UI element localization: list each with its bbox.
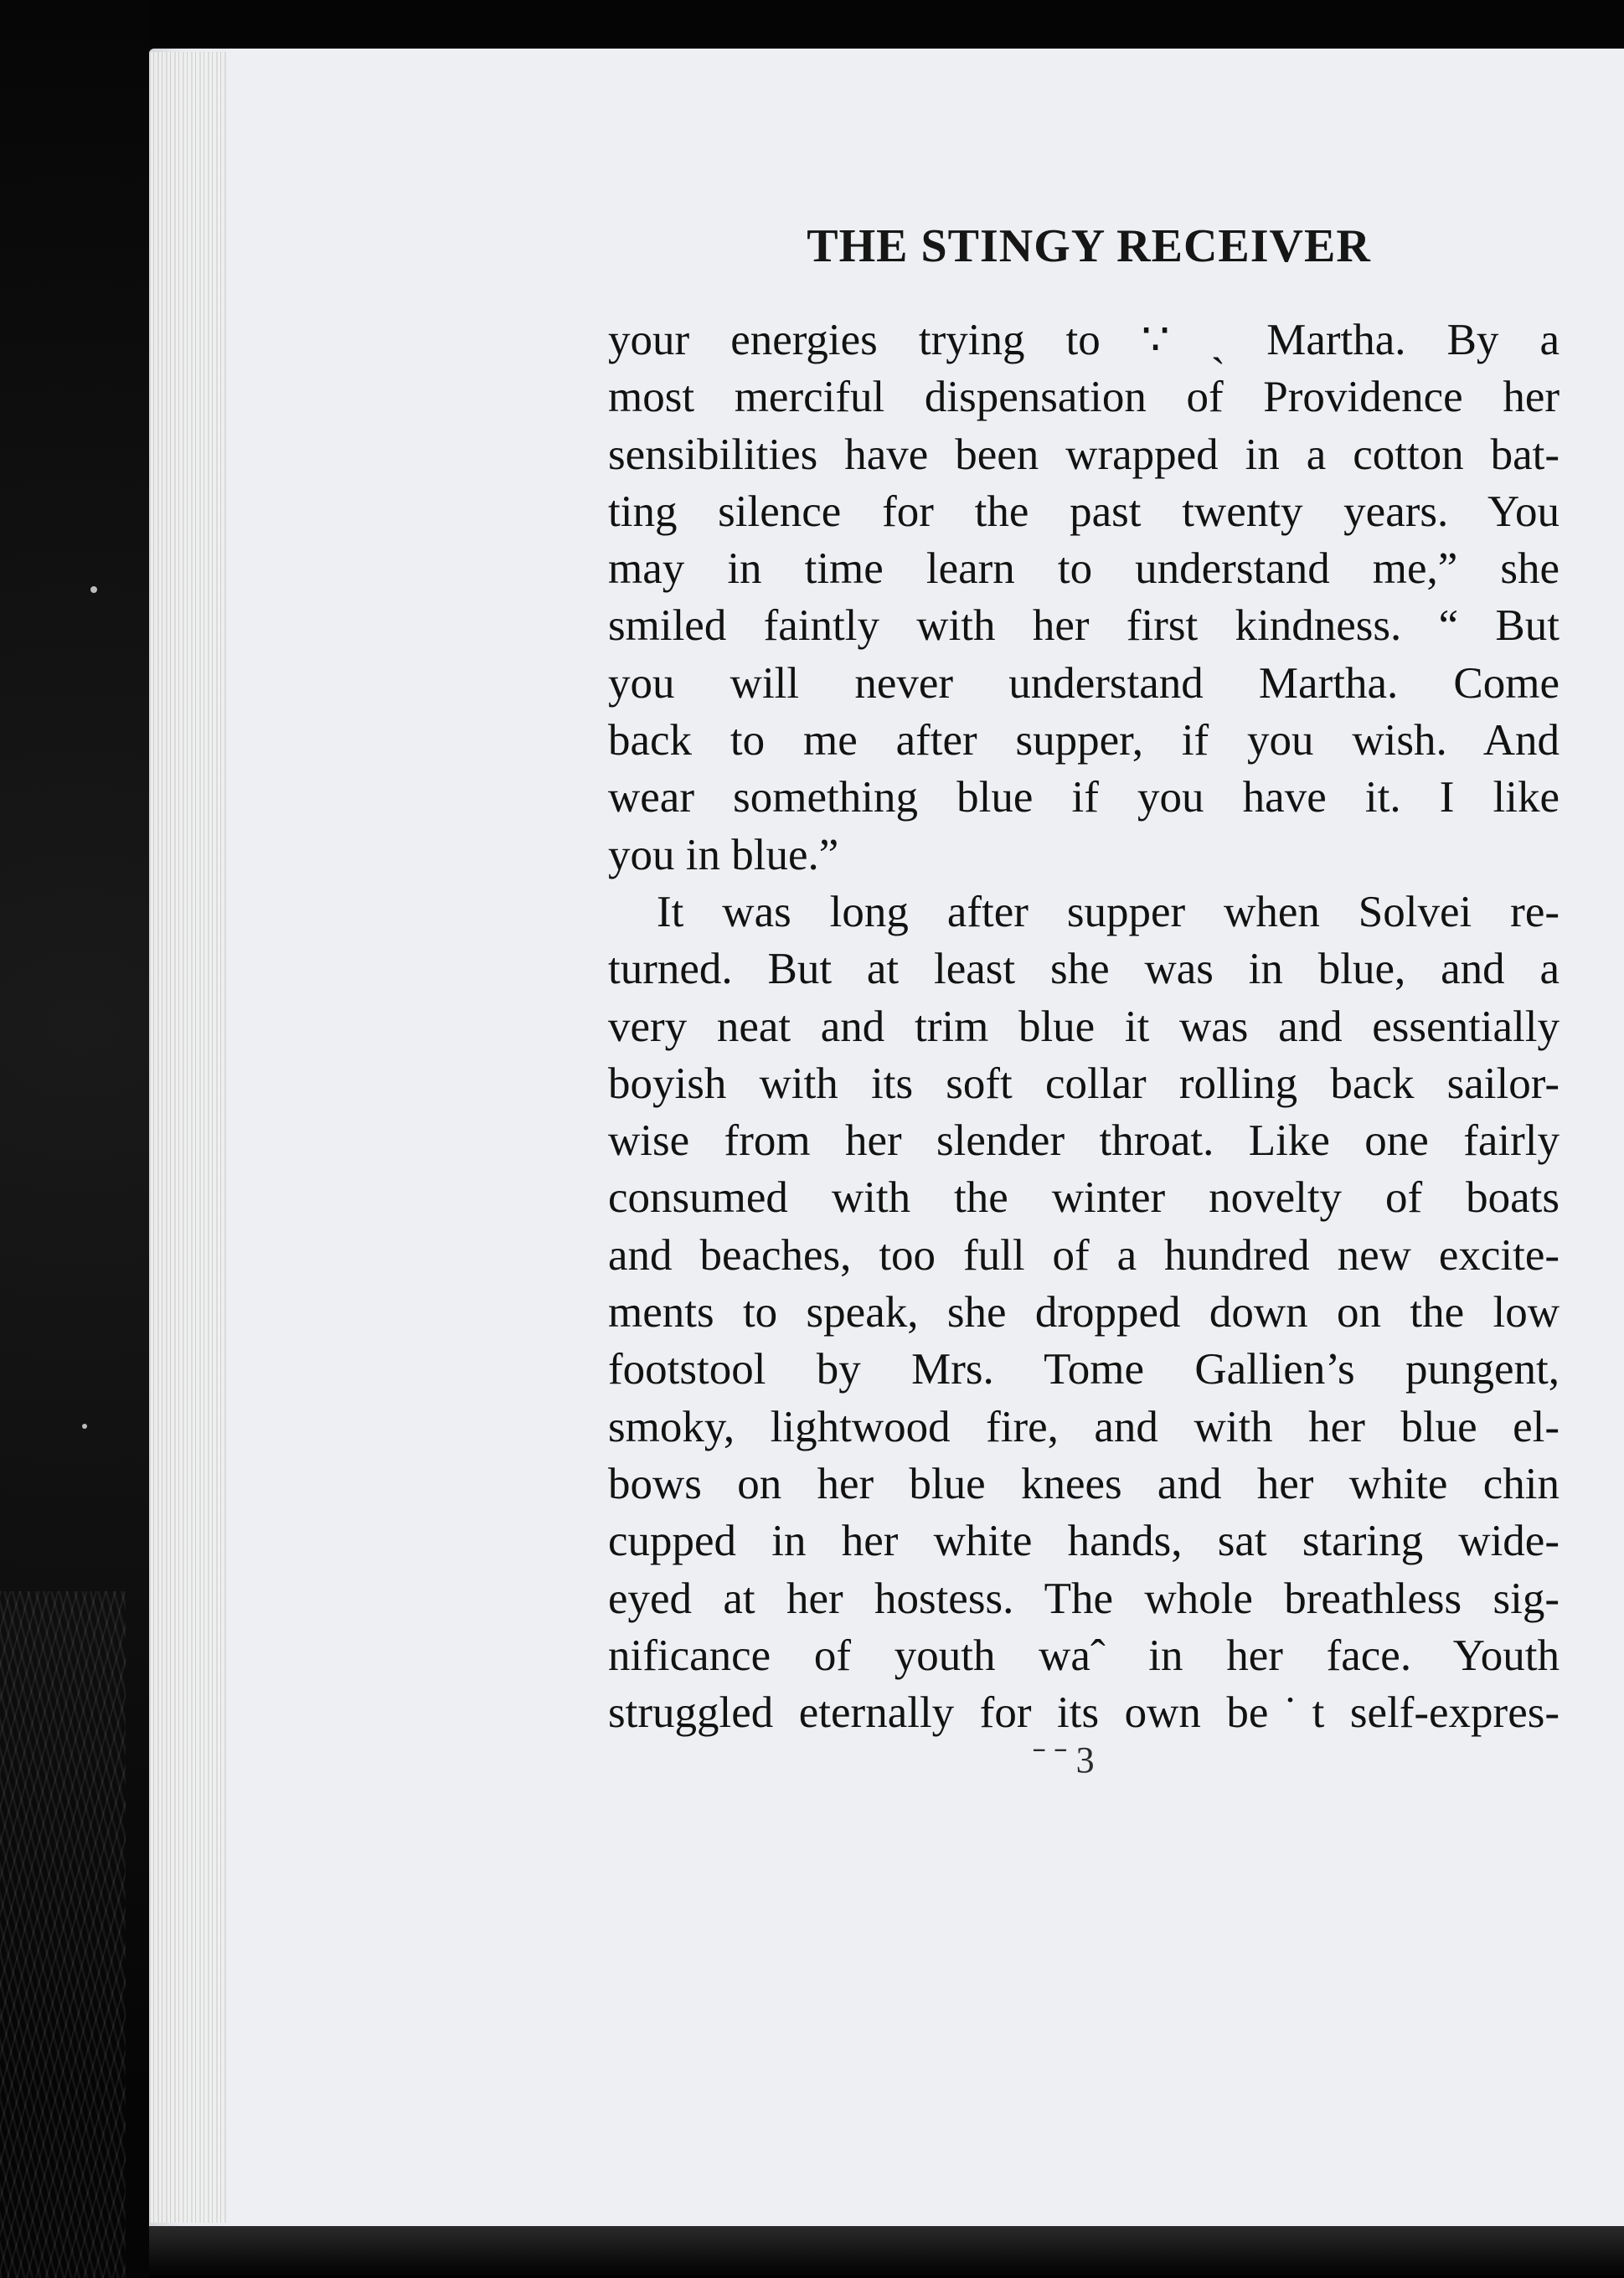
text-line: sensibilities have been wrapped in a cotton bat- bbox=[608, 430, 1560, 479]
page-number: ˉ ˉ 3 bbox=[1033, 1739, 1095, 1781]
scanner-border-top bbox=[149, 0, 1624, 49]
body-text bbox=[608, 312, 1560, 1741]
text-line: most merciful dispensation of Providence her bbox=[608, 373, 1560, 422]
text-line: turned. But at least she was in blue, and a bbox=[608, 945, 1560, 994]
text-line: you will never understand Martha. Come bbox=[608, 658, 1560, 708]
text-line: wear something blue if you have it. I like bbox=[608, 773, 1560, 822]
text-line: boyish with its soft collar rolling back sailor- bbox=[608, 1059, 1560, 1108]
text-line: consumed with the winter novelty of boats bbox=[608, 1173, 1560, 1223]
text-line: It was long after supper when Solvei re- bbox=[657, 887, 1560, 936]
text-line: ments to speak, she dropped down on the low bbox=[608, 1288, 1560, 1337]
running-header: THE STINGY RECEIVER bbox=[807, 220, 1371, 272]
scanner-border-bottom bbox=[149, 2226, 1624, 2278]
text-line: footstool by Mrs. Tome Gallien’s pungent, bbox=[608, 1345, 1560, 1394]
torn-paper-edge bbox=[0, 1591, 126, 2278]
dust-speck bbox=[90, 586, 97, 593]
dust-speck bbox=[82, 1424, 87, 1429]
text-line: nificance of youth waˆ in her face. Youth bbox=[608, 1631, 1560, 1680]
text-line: wise from her slender throat. Like one fairly bbox=[608, 1116, 1560, 1166]
text-line: you in blue.” bbox=[608, 830, 839, 879]
text-line: may in time learn to understand me,” she bbox=[608, 544, 1560, 594]
text-line: ting silence for the past twenty years. You bbox=[608, 487, 1560, 536]
book-page-edges bbox=[149, 52, 226, 2223]
text-line: back to me after supper, if you wish. And bbox=[608, 716, 1560, 765]
text-line: struggled eternally for its own be˙t self-expres- bbox=[608, 1688, 1560, 1738]
text-line: very neat and trim blue it was and essentially bbox=[608, 1002, 1560, 1051]
text-line: smiled faintly with her first kindness. “ But bbox=[608, 601, 1560, 651]
text-line: your energies trying to ∵ ˎ Martha. By a bbox=[608, 316, 1560, 364]
text-line: smoky, lightwood fire, and with her blue el- bbox=[608, 1402, 1560, 1451]
text-line: bows on her blue knees and her white chin bbox=[608, 1459, 1560, 1508]
text-line: eyed at her hostess. The whole breathless sig- bbox=[608, 1574, 1560, 1623]
text-line: cupped in her white hands, sat staring wide- bbox=[608, 1517, 1560, 1566]
text-line: and beaches, too full of a hundred new excite- bbox=[608, 1230, 1560, 1280]
